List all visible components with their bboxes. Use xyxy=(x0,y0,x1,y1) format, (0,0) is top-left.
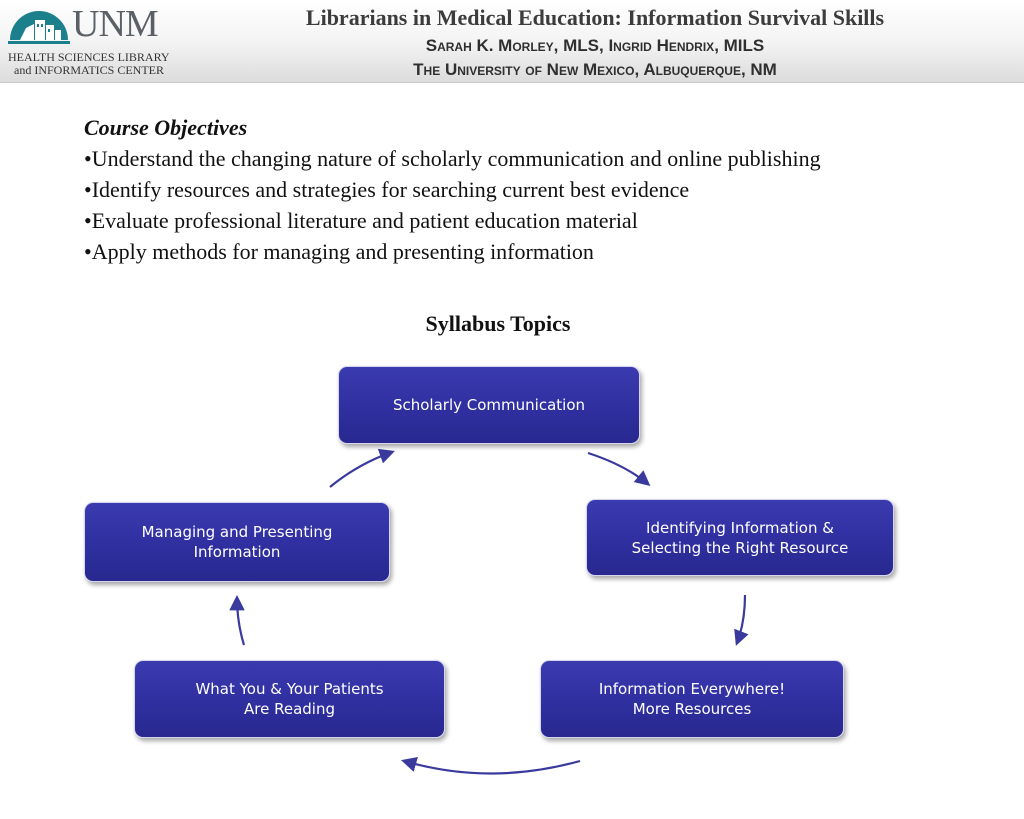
arrow-1-to-2 xyxy=(588,453,648,484)
logo-subtitle-line2: and INFORMATICS CENTER xyxy=(14,63,165,77)
topic-scholarly-communication: Scholarly Communication xyxy=(338,366,640,444)
logo-subtitle-line1: HEALTH SCIENCES LIBRARY xyxy=(8,50,170,64)
arrow-2-to-3 xyxy=(737,595,745,643)
syllabus-heading: Syllabus Topics xyxy=(425,311,571,336)
objective-item: •Apply methods for managing and presenting information xyxy=(84,239,594,264)
topic-patients-reading: What You & Your Patients Are Reading xyxy=(134,660,445,738)
topic-identifying-information: Identifying Information & Selecting the Right Resource xyxy=(586,499,894,576)
arrow-3-to-4 xyxy=(404,761,580,774)
objective-item: •Identify resources and strategies for searching current best evidence xyxy=(84,177,690,202)
poster-affiliation: The University of New Mexico, Albuquerque, NM xyxy=(413,60,777,79)
topic-information-everywhere: Information Everywhere! More Resources xyxy=(540,660,844,738)
arrow-4-to-5 xyxy=(237,598,244,645)
poster-authors: Sarah K. Morley, MLS, Ingrid Hendrix, MILS xyxy=(425,36,765,55)
objective-item: •Understand the changing nature of scholarly communication and online publishing xyxy=(84,146,821,171)
logo-wordmark: UNM xyxy=(72,3,158,45)
arrow-5-to-1 xyxy=(330,452,392,487)
poster-title: Librarians in Medical Education: Information Survival Skills xyxy=(305,5,885,30)
topic-managing-presenting: Managing and Presenting Information xyxy=(84,502,390,582)
objectives-heading: Course Objectives xyxy=(84,115,248,140)
objective-item: •Evaluate professional literature and patient education material xyxy=(84,208,638,233)
